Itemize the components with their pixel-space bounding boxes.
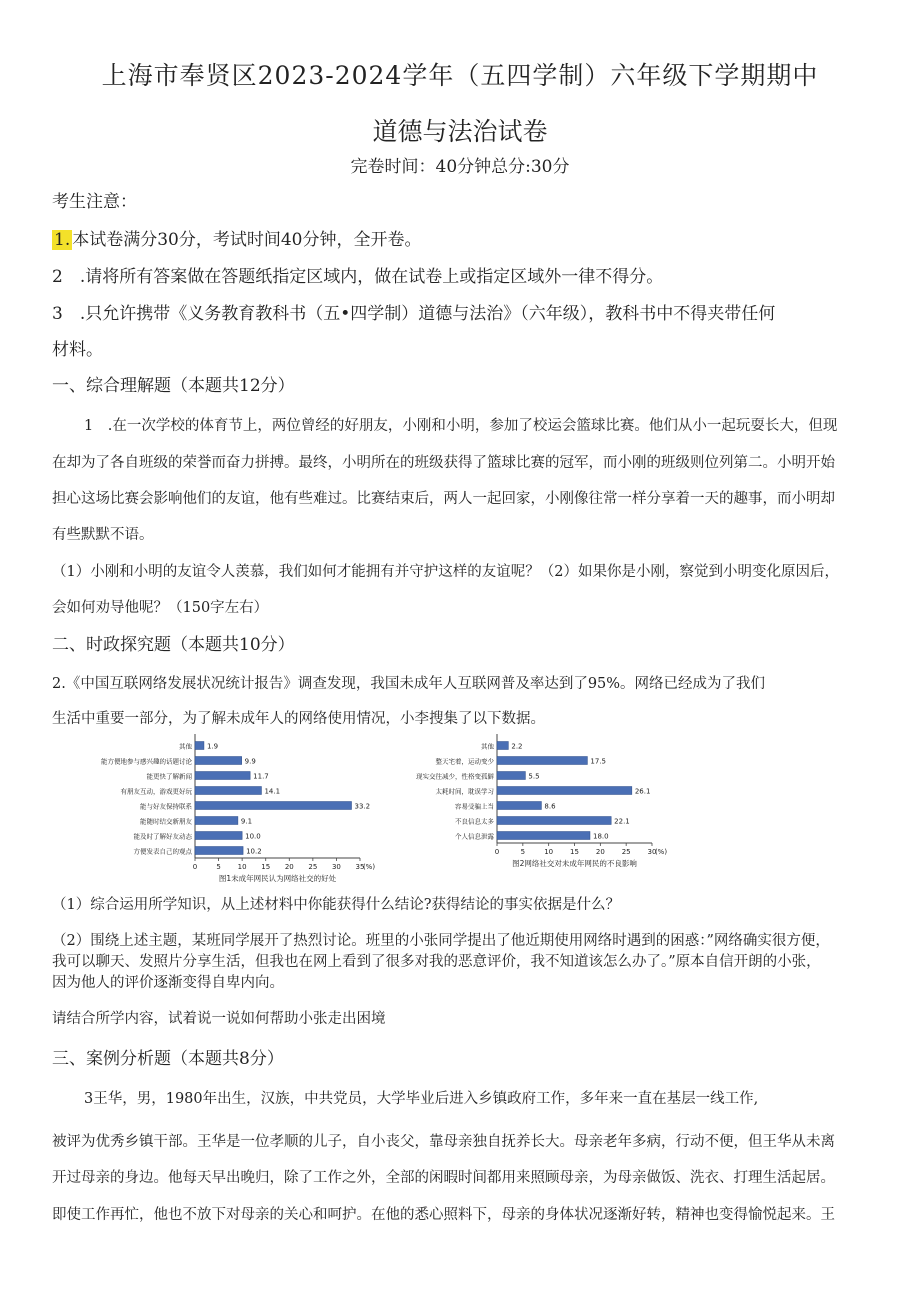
x-tick-label: 30 — [647, 848, 657, 856]
note-1-text: 本试卷满分30分，考试时间40分钟，全开卷。 — [72, 230, 422, 250]
bar — [195, 742, 204, 750]
bar — [195, 832, 242, 840]
bar — [195, 817, 238, 825]
data-label: 5.5 — [528, 772, 540, 781]
x-tick-label: 15 — [261, 863, 271, 871]
bar — [497, 832, 590, 840]
bar — [195, 847, 243, 855]
note-3-line-1: 3 .只允许携带《义务教育教科书（五•四学制）道德与法治》（六年级），教科书中不得夹带任何 — [52, 304, 776, 324]
data-label: 33.2 — [354, 802, 371, 811]
chart-title: 图2网络社交对未成年网民的不良影响 — [512, 859, 637, 868]
category-label: 现实交往减少，性格变孤僻 — [416, 772, 494, 781]
category-label: 方便发表自己的观点 — [133, 847, 192, 856]
bar — [497, 817, 611, 825]
section-2-question-3: 请结合所学内容，试着说一说如何帮助小张走出困境 — [52, 1011, 386, 1027]
x-tick-label: 25 — [621, 848, 631, 856]
x-tick-label: 5 — [520, 848, 526, 856]
category-label: 有朋友互动，游戏更好玩 — [120, 787, 192, 796]
x-tick-label: 30 — [331, 863, 341, 871]
exam-subtitle: 道德与法治试卷 — [372, 117, 548, 146]
x-tick-label: 0 — [192, 863, 198, 871]
section-1-question: 会如何劝导他呢？（150字左右） — [52, 600, 269, 616]
chart-1 — [60, 730, 380, 896]
section-2-paragraph: 生活中重要一部分，为了解未成年人的网络使用情况，小李搜集了以下数据。 — [52, 711, 545, 727]
data-label: 26.1 — [634, 787, 651, 796]
section-2-question-2: （2）围绕上述主题，某班同学展开了热烈讨论。班里的小张同学提出了他近期使用网络时遇到的困惑：”网络确实很方便， — [52, 933, 830, 949]
category-label: 能随时结交新朋友 — [140, 817, 192, 826]
data-label: 11.7 — [253, 772, 269, 781]
exam-title: 上海市奉贤区2023-2024学年（五四学制）六年级下学期期中 — [101, 61, 819, 90]
data-label: 17.5 — [590, 757, 607, 766]
category-label: 容易受骗上当 — [455, 802, 494, 811]
x-tick-label: 0 — [494, 848, 500, 856]
chart-2 — [392, 730, 672, 896]
chart-1-svg — [60, 730, 380, 892]
category-label: 能更快了解新闻 — [146, 772, 192, 781]
section-3-paragraph: 即使工作再忙，他也不放下对母亲的关心和呵护。在他的悉心照料下，母亲的身体状况逐渐好转，精神也变得愉悦起来。王 — [52, 1207, 835, 1223]
note-3-line-2: 材料。 — [52, 340, 103, 360]
bar — [195, 787, 261, 795]
x-tick-label: 10 — [544, 848, 554, 856]
section-2-heading: 二、时政探究题（本题共10分） — [52, 635, 295, 655]
section-2-paragraph: 2.《中国互联网络发展状况统计报告》调查发现，我国未成年人互联网普及率达到了95%。网络已经成为了我们 — [52, 676, 766, 692]
section-3-paragraph: 开过母亲的身边。他每天早出晚归，除了工作之外，全部的闲暇时间都用来照顾母亲，为母亲做饭、洗衣、打理生活起居。 — [52, 1170, 835, 1186]
bar — [195, 802, 352, 810]
category-label: 不良信息太多 — [455, 817, 494, 826]
category-label: 能方便地参与感兴趣的话题讨论 — [101, 757, 192, 766]
category-label: 能及时了解好友动态 — [133, 832, 192, 841]
section-1-paragraph: 有些默默不语。 — [52, 527, 154, 543]
exam-meta: 完卷时间：40分钟总分:30分 — [350, 157, 570, 177]
section-3-paragraph: 3王华，男，1980年出生，汉族，中共党员，大学毕业后进入乡镇政府工作，多年来一直在基层一线工作, — [84, 1091, 759, 1107]
data-label: 14.1 — [264, 787, 281, 796]
x-tick-label: 20 — [284, 863, 294, 871]
note-2: 2 .请将所有答案做在答题纸指定区域内，做在试卷上或指定区域外一律不得分。 — [52, 267, 664, 287]
bar — [497, 742, 508, 750]
bar — [497, 802, 541, 810]
chart-2-svg — [392, 730, 672, 892]
data-label: 9.9 — [244, 757, 256, 766]
note-1-number: 1. — [54, 230, 71, 250]
bar — [195, 772, 250, 780]
data-label: 2.2 — [511, 742, 523, 751]
chart-title: 图1未成年网民认为网络社交的好处 — [218, 874, 337, 883]
data-label: 10.0 — [245, 832, 261, 841]
x-unit-label: (%) — [654, 848, 668, 856]
section-2-question-1: （1）综合运用所学知识，从上述材料中你能获得什么结论?获得结论的事实依据是什么？ — [52, 897, 620, 913]
section-2-question-2: 我可以聊天、发照片分享生活，但我也在网上看到了很多对我的恶意评价，我不知道该怎么办了。”原本自信开朗的小张， — [52, 954, 821, 970]
section-3-heading: 三、案例分析题（本题共8分） — [52, 1049, 284, 1069]
x-unit-label: (%) — [362, 863, 376, 871]
category-label: 太耗时间，耽误学习 — [435, 787, 494, 796]
category-label: 其他 — [179, 742, 192, 751]
section-1-heading: 一、综合理解题（本题共12分） — [52, 376, 295, 396]
x-tick-label: 25 — [308, 863, 318, 871]
data-label: 10.2 — [246, 847, 262, 856]
section-1-question: （1）小刚和小明的友谊令人羡慕，我们如何才能拥有并守护这样的友谊呢？（2）如果你是小刚，察觉到小明变化原因后， — [52, 564, 839, 580]
x-tick-label: 15 — [570, 848, 579, 856]
section-1-paragraph: 担心这场比赛会影响他们的友谊，他有些难过。比赛结束后，两人一起回家，小刚像往常一样分享着一天的趣事，而小明却 — [52, 491, 835, 507]
x-tick-label: 20 — [595, 848, 605, 856]
x-tick-label: 5 — [216, 863, 221, 871]
category-label: 其他 — [481, 742, 494, 751]
notes-heading: 考生注意： — [52, 192, 137, 212]
note-1 — [52, 228, 422, 252]
bar — [497, 787, 632, 795]
data-label: 22.1 — [614, 817, 630, 826]
x-tick-label: 35 — [355, 863, 365, 871]
x-tick-label: 10 — [237, 863, 247, 871]
bar — [497, 772, 525, 780]
data-label: 18.0 — [593, 832, 609, 841]
section-1-paragraph: 在却为了各自班级的荣誉而奋力拼搏。最终，小明所在的班级获得了篮球比赛的冠军，而小刚的班级则位列第二。小明开始 — [52, 455, 835, 471]
category-label: 整天宅着，运动变少 — [435, 757, 494, 766]
data-label: 8.6 — [544, 802, 556, 811]
section-3-paragraph: 被评为优秀乡镇干部。王华是一位孝顺的儿子，自小丧父，靠母亲独自抚养长大。母亲老年多病，行动不便，但王华从未离 — [52, 1134, 835, 1150]
section-2-question-2: 因为他人的评价逐渐变得自卑内向。 — [52, 975, 284, 991]
data-label: 1.9 — [206, 742, 219, 751]
data-label: 9.1 — [240, 817, 253, 826]
category-label: 能与好友保持联系 — [140, 802, 192, 811]
section-1-paragraph: 1 .在一次学校的体育节上，两位曾经的好朋友，小刚和小明，参加了校运会篮球比赛。他们从小一起玩耍长大，但现 — [84, 418, 838, 434]
bar — [497, 757, 587, 765]
category-label: 个人信息泄露 — [455, 832, 494, 841]
bar — [195, 757, 242, 765]
